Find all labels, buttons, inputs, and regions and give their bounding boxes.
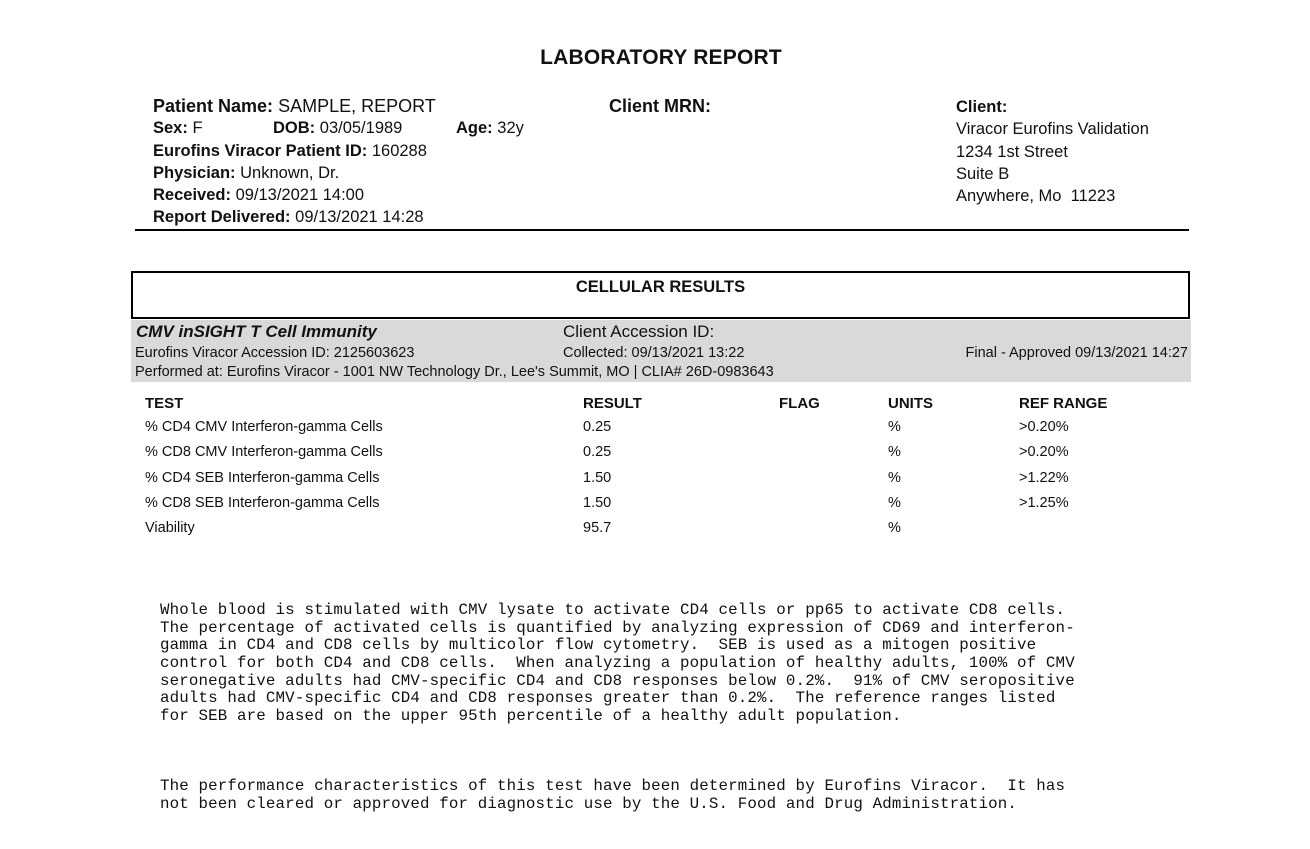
col-header-units: UNITS: [888, 395, 933, 412]
patient-id: 160288: [371, 141, 427, 160]
delivered-row: [153, 206, 524, 228]
client-mrn-label: Client MRN:: [609, 96, 711, 116]
age-label: Age:: [456, 119, 493, 138]
client-line: 1234 1st Street: [956, 142, 1068, 161]
patient-dob: [273, 117, 456, 139]
cell-ref-range: >0.20%: [1019, 419, 1069, 435]
patient-name-row: [153, 95, 524, 117]
header-divider: [135, 229, 1189, 231]
client-line: Viracor Eurofins Validation: [956, 120, 1149, 139]
cell-test: % CD8 SEB Interferon-gamma Cells: [145, 494, 380, 511]
test-info-band: [131, 320, 1191, 382]
report-title: LABORATORY REPORT: [540, 46, 782, 69]
sex-value: F: [192, 119, 203, 138]
accession-id: Eurofins Viracor Accession ID: 2125603623: [135, 345, 415, 361]
performed-at: Performed at: Eurofins Viracor - 1001 NW Technology Dr., Lee's Summit, MO | CLIA# 26D-0983643: [135, 364, 774, 380]
section-title: CELLULAR RESULTS: [575, 278, 746, 296]
age-value: 32y: [497, 119, 524, 138]
physician-row: [153, 162, 524, 184]
col-header-flag: FLAG: [779, 395, 820, 412]
patient-id-label: Eurofins Viracor Patient ID:: [153, 141, 368, 160]
received: 09/13/2021 14:00: [235, 186, 365, 205]
notes-paragraph-method: Whole blood is stimulated with CMV lysate to activate CD4 cells or pp65 to activate CD8 cells. The percentage of activated cells is quantified by analyzing expression of CD69 and interferon- gamma in CD4 and CD8 cells by multicolor flow cytometry. SEB is used as a mitogen positive control for both CD4 and CD8 cells. When analyzing a population of healthy adults, 100% of CMV seronegative adults had CMV-specific CD4 and CD8 responses below 0.2%. 91% of CMV seropositive adults had CMV-specific CD4 and CD8 responses greater than 0.2%. The reference ranges listed for SEB are based on the upper 95th percentile of a healthy adult population.: [160, 601, 1075, 725]
cell-result: 0.25: [583, 444, 612, 461]
delivered: 09/13/2021 14:28: [295, 208, 424, 227]
client-accession-id: Client Accession ID:: [563, 322, 715, 341]
client-info: [956, 96, 1149, 207]
cell-result: 1.50: [583, 469, 612, 486]
cell-units: %: [888, 469, 901, 486]
client-label: Client:: [956, 98, 1008, 116]
patient-name: SAMPLE, REPORT: [278, 96, 436, 116]
patient-age: [456, 119, 524, 137]
col-header-ref-range: REF RANGE: [1019, 395, 1108, 412]
cell-test: % CD4 CMV Interferon-gamma Cells: [145, 419, 383, 435]
cell-units: %: [888, 520, 901, 537]
client-line: Anywhere, Mo 11223: [956, 187, 1116, 206]
col-header-result: RESULT: [583, 395, 642, 412]
client-line: Suite B: [956, 164, 1010, 183]
collected-date: Collected: 09/13/2021 13:22: [563, 345, 745, 361]
cell-result: 0.25: [583, 419, 612, 435]
sex-label: Sex:: [153, 119, 188, 138]
cell-test: Viability: [145, 520, 195, 537]
cell-units: %: [888, 419, 901, 435]
cell-ref-range: >0.20%: [1019, 444, 1069, 461]
cell-test: % CD4 SEB Interferon-gamma Cells: [145, 469, 380, 486]
cell-units: %: [888, 444, 901, 461]
cell-ref-range: >1.22%: [1019, 469, 1069, 486]
cell-ref-range: >1.25%: [1019, 494, 1069, 511]
physician-label: Physician:: [153, 163, 236, 182]
notes-paragraph-disclaimer: The performance characteristics of this test have been determined by Eurofins Viracor. It has not been cleared or approved for diagnostic use by the U.S. Food and Drug Administration.: [160, 777, 1066, 813]
cell-units: %: [888, 494, 901, 511]
received-row: [153, 184, 524, 206]
physician: Unknown, Dr.: [240, 163, 340, 182]
interpretation-notes: [160, 567, 1075, 849]
status-badge: Final - Approved 09/13/2021 14:27: [965, 345, 1188, 361]
section-header: [131, 271, 1190, 319]
patient-sex: [153, 117, 273, 139]
patient-info: [153, 95, 524, 229]
col-header-test: TEST: [145, 395, 184, 412]
dob-value: 03/05/1989: [319, 119, 403, 138]
test-name: CMV inSIGHT T Cell Immunity: [136, 322, 377, 341]
cell-result: 95.7: [583, 520, 612, 537]
dob-label: DOB:: [273, 119, 316, 138]
patient-name-label: Patient Name:: [153, 96, 274, 116]
patient-demographics-row: [153, 117, 524, 139]
received-label: Received:: [153, 186, 231, 205]
patient-id-row: [153, 140, 524, 162]
cell-result: 1.50: [583, 494, 612, 511]
delivered-label: Report Delivered:: [153, 208, 291, 227]
cell-test: % CD8 CMV Interferon-gamma Cells: [145, 444, 383, 461]
